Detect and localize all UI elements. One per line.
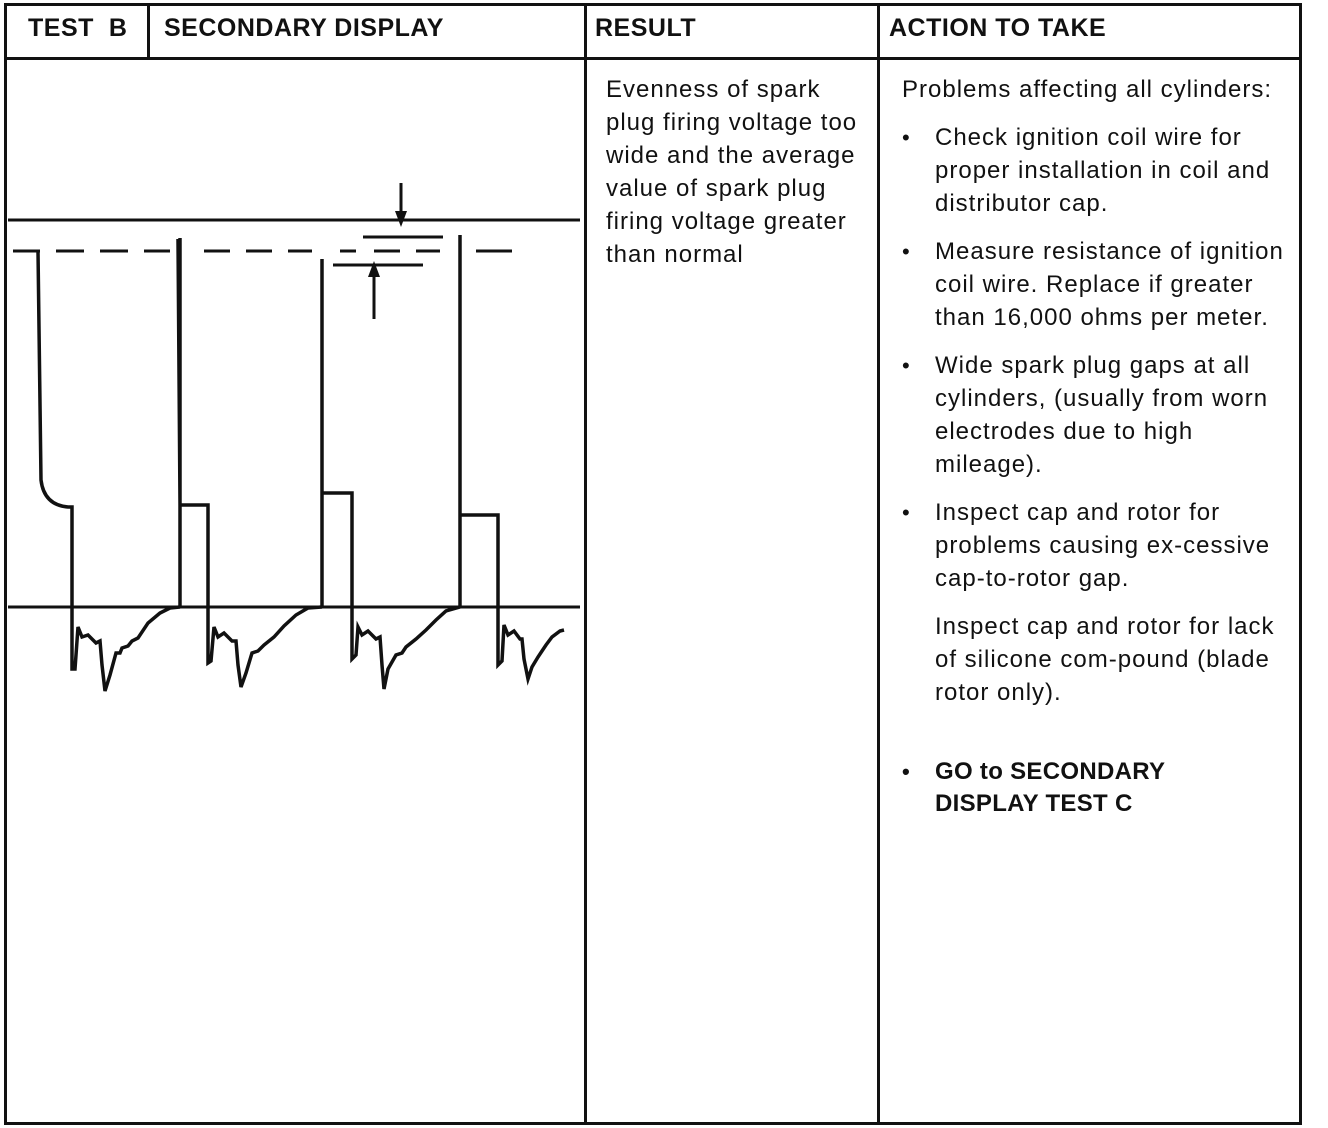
trace-cylinder-1 [38,251,72,607]
result-text: Evenness of spark plug firing voltage too wide and the average value of spark plug firing voltage greater than normal [606,76,858,268]
action-column [902,73,1297,820]
trace-tail-3 [352,607,460,689]
action-bullet: • Wide spark plug gaps at all cylinders, (usually from worn electrodes due to high mileage). [902,349,1297,481]
bullet-icon: • [902,353,911,378]
action-bullet: • Measure resistance of ignition coil wire. Replace if greater than 16,000 ohms per meter. [902,235,1297,334]
action-sub-paragraph: Inspect cap and rotor for lack of silicone com-pound (blade rotor only). [935,613,1275,706]
action-bullet: • Check ignition coil wire for proper installation in coil and distributor cap. [902,121,1297,220]
bullet-icon: • [902,125,911,150]
trace-cylinder-4 [460,235,498,607]
header-result: RESULT [595,14,697,42]
header-test-label: TEST B [28,14,128,42]
trace-tail-1 [72,607,180,691]
bullet-icon: • [902,239,911,264]
bullet-icon: • [902,500,911,525]
trace-tail-2 [208,607,322,687]
header-divider [6,57,1299,60]
action-goto: • GO to SECONDARY DISPLAY TEST C [902,758,1166,817]
trace-cylinder-2 [178,238,208,607]
secondary-waveform-diagram [8,175,583,700]
column-divider-result [877,6,880,1122]
action-intro: Problems affecting all cylinders: [902,76,1273,103]
column-divider-test-id [147,6,150,58]
header-test-id: B [108,14,128,42]
header-secondary-display: SECONDARY DISPLAY [164,14,444,42]
trace-cylinder-3 [322,259,352,607]
up-arrow-icon [368,261,380,277]
action-bullet: • Inspect cap and rotor for problems causing ex-cessive cap-to-rotor gap. [902,496,1297,595]
column-divider-display [584,6,587,1122]
trace-tail-4 [498,607,564,679]
bullet-icon: • [902,759,911,784]
header-action: ACTION TO TAKE [889,14,1107,42]
